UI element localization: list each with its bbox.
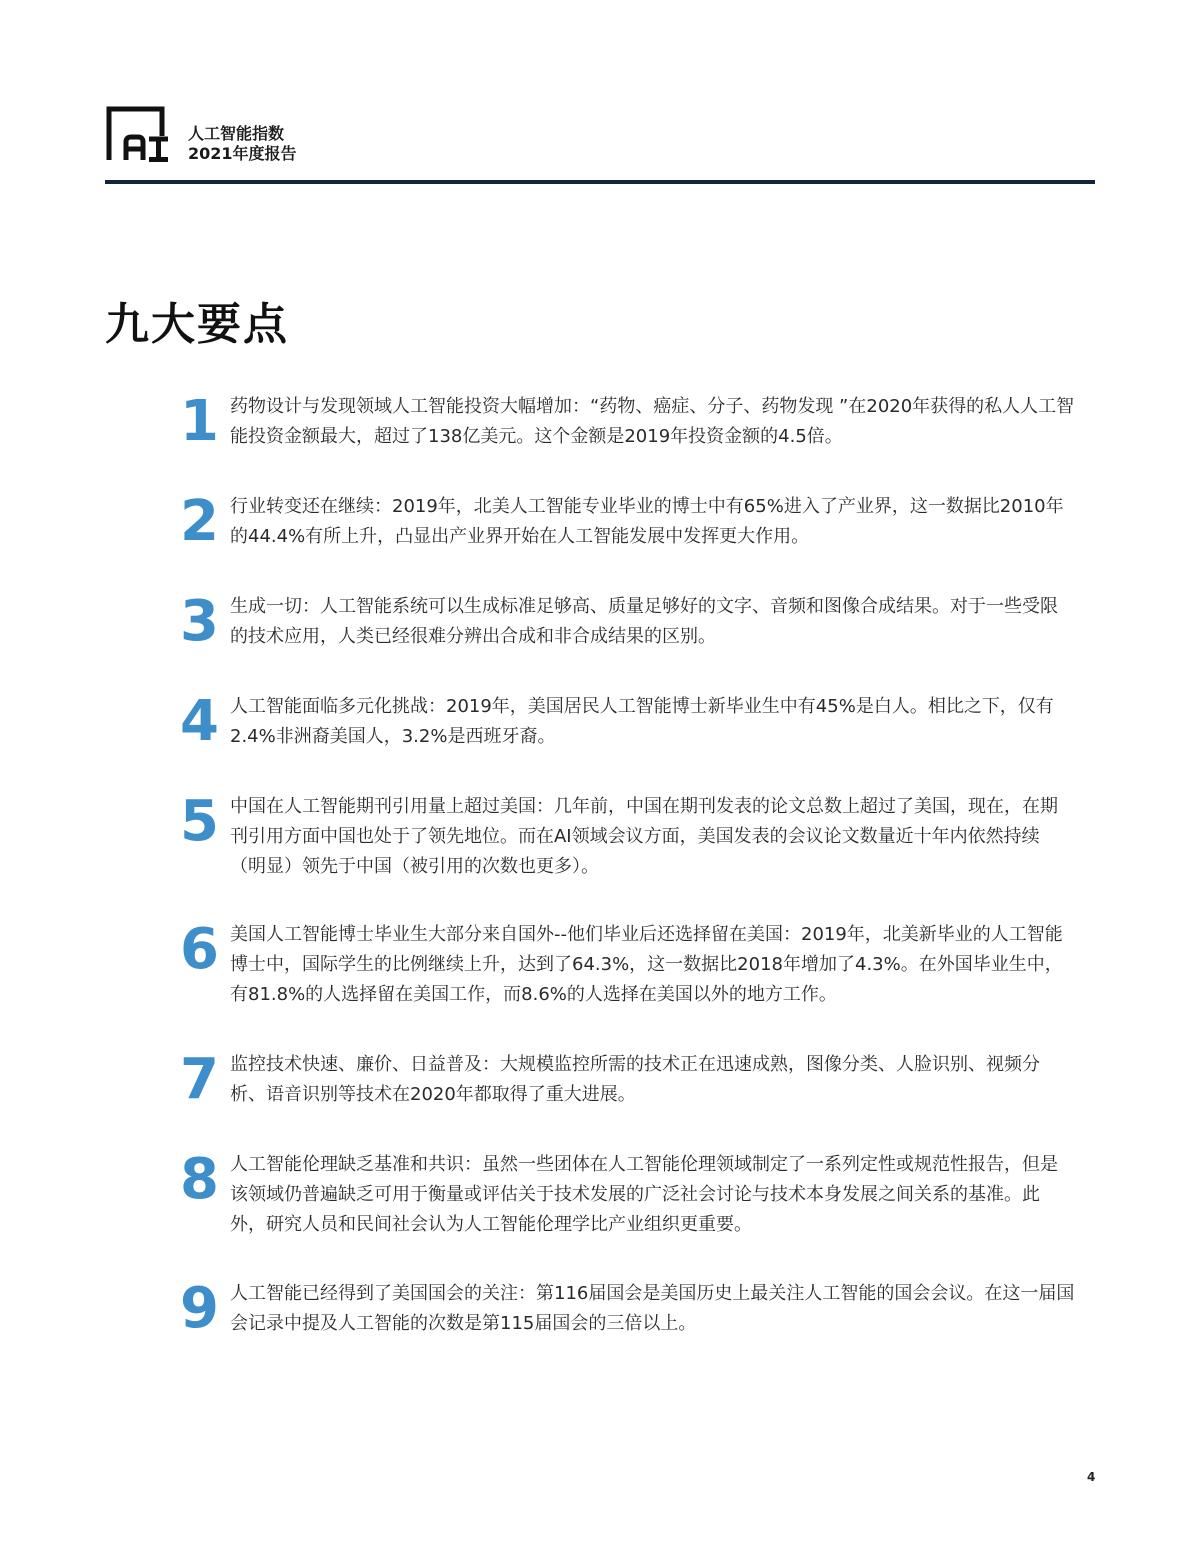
key-point-number: 2 <box>180 489 219 554</box>
key-point-item <box>180 689 1075 754</box>
key-point-text: 人工智能已经得到了美国国会的关注：第116届国会是美国历史上最关注人工智能的国会会议。在这一届国会记录中提及人工智能的次数是第115届国会的三倍以上。 <box>230 1283 1075 1334</box>
ai-index-logo <box>106 106 170 162</box>
key-point-text: 美国人工智能博士毕业生大部分来自国外--他们毕业后还选择留在美国：2019年，北美新毕业的人工智能博士中，国际学生的比例继续上升，达到了64.3%，这一数据比2018年增加了4.3%。在外国毕业生中，有81.8%的人选择留在美国工作，而8.6%的人选择在美国以外的地方工作。 <box>230 924 1063 1005</box>
key-point-number: 5 <box>180 789 219 854</box>
key-point-number: 9 <box>180 1276 219 1341</box>
key-point-text: 人工智能伦理缺乏基准和共识：虽然一些团体在人工智能伦理领域制定了一系列定性或规范性报告，但是该领域仍普遍缺乏可用于衡量或评估关于技术发展的广泛社会讨论与技术本身发展之间关系的基准。此外，研究人员和民间社会认为人工智能伦理学比产业组织更重要。 <box>230 1154 1058 1235</box>
key-point-number: 3 <box>180 589 219 654</box>
header-line-2: 2021年度报告 <box>188 144 297 163</box>
key-point-item <box>180 1147 1075 1240</box>
key-point-number: 7 <box>180 1047 219 1112</box>
page-number: 4 <box>1087 1470 1096 1484</box>
key-point-number: 8 <box>180 1147 219 1212</box>
key-point-item <box>180 589 1075 654</box>
key-point-number: 4 <box>180 689 219 754</box>
key-point-number: 6 <box>180 917 219 982</box>
key-point-text: 中国在人工智能期刊引用量上超过美国：几年前，中国在期刊发表的论文总数上超过了美国，现在，在期刊引用方面中国也处于了领先地位。而在AI领域会议方面，美国发表的会议论文数量近十年内依然持续（明显）领先于中国（被引用的次数也更多）。 <box>230 796 1058 877</box>
key-point-item <box>180 917 1075 1010</box>
key-point-item <box>180 1047 1075 1112</box>
key-point-text: 人工智能面临多元化挑战：2019年，美国居民人工智能博士新毕业生中有45%是白人。相比之下，仅有2.4%非洲裔美国人，3.2%是西班牙裔。 <box>230 696 1054 747</box>
key-point-text: 药物设计与发现领域人工智能投资大幅增加：“药物、癌症、分子、药物发现 ”在2020年获得的私人人工智能投资金额最大，超过了138亿美元。这个金额是2019年投资金额的4.5倍。 <box>230 396 1075 447</box>
key-point-item <box>180 789 1075 882</box>
key-point-text: 生成一切：人工智能系统可以生成标准足够高、质量足够好的文字、音频和图像合成结果。对于一些受限的技术应用，人类已经很难分辨出合成和非合成结果的区别。 <box>230 596 1058 647</box>
key-point-item <box>180 389 1075 454</box>
page-title: 九大要点 <box>105 299 289 350</box>
report-header <box>188 124 297 164</box>
key-point-item <box>180 489 1075 554</box>
key-point-item <box>180 1276 1075 1341</box>
key-point-number: 1 <box>180 389 219 454</box>
header-line-1: 人工智能指数 <box>188 124 285 143</box>
key-point-text: 行业转变还在继续：2019年，北美人工智能专业毕业的博士中有65%进入了产业界，这一数据比2010年的44.4%有所上升，凸显出产业界开始在人工智能发展中发挥更大作用。 <box>230 496 1064 547</box>
key-point-text: 监控技术快速、廉价、日益普及：大规模监控所需的技术正在迅速成熟，图像分类、人脸识别、视频分析、语音识别等技术在2020年都取得了重大进展。 <box>230 1054 1040 1105</box>
header-divider <box>105 180 1095 184</box>
